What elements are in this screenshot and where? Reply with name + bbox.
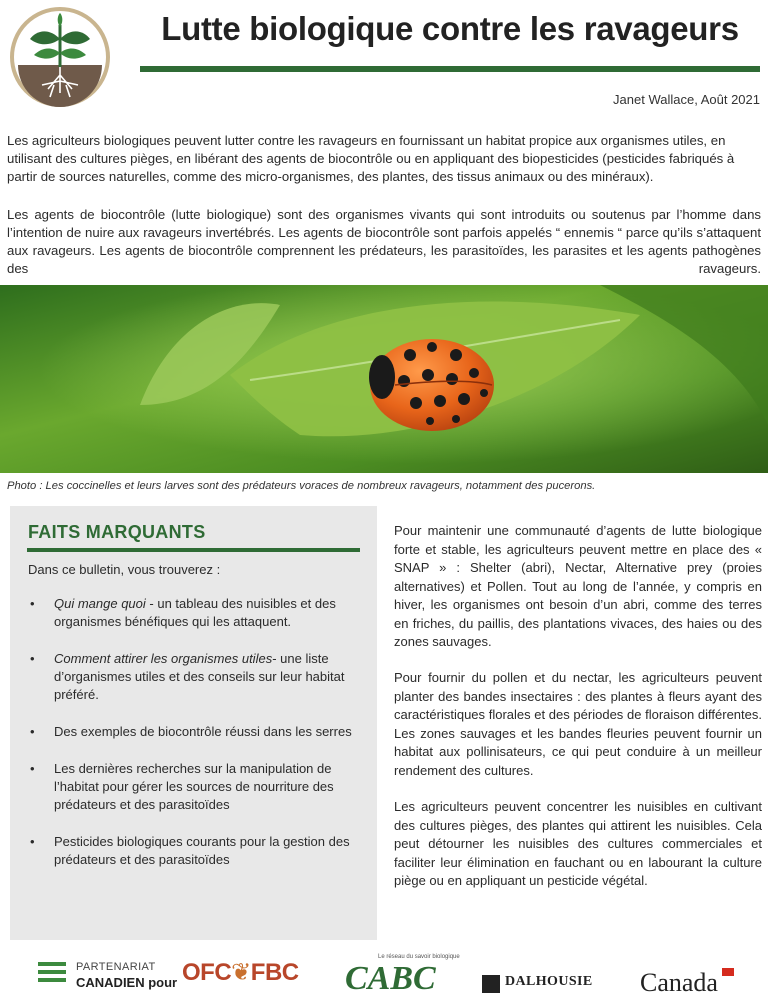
list-item xyxy=(28,833,363,869)
byline: Janet Wallace, Août 2021 xyxy=(613,92,760,107)
list-item xyxy=(28,650,363,704)
dalhousie-crest-icon xyxy=(482,975,500,993)
list-item-text: Des exemples de biocontrôle réussi dans les serres xyxy=(54,724,352,739)
canada-wordmark: Canada xyxy=(640,968,718,997)
list-item-emphasis: Qui mange quoi xyxy=(54,596,146,611)
cabc-logo: CABC xyxy=(345,960,436,997)
list-item-text: Pesticides biologiques courants pour la gestion des prédateurs et des parasitoïdes xyxy=(54,834,350,867)
dalhousie-logo: DALHOUSIE xyxy=(505,974,593,989)
page-title: Lutte biologique contre les ravageurs xyxy=(161,10,739,47)
sidebar-intro: Dans ce bulletin, vous trouverez : xyxy=(28,562,221,577)
column-paragraph-1: Pour maintenir une communauté d’agents de lutte biologique forte et stable, les agriculteurs peuvent mettre en place des « SNAP » : Shelter (abri), Nectar, Alternative prey (proies alternatives) et Pollen. Tout au long de l’année, y compris en hiver, les organismes ont besoin d’un abri, comme des terres en friches, du paillis, des plantations vivaces, des haies ou des zones sauvages. xyxy=(394,523,762,649)
bullet-icon: • xyxy=(30,651,35,666)
photo-caption: Photo : Les coccinelles et leurs larves sont des prédateurs voraces de nombreux ravageurs, notamment des pucerons. xyxy=(7,480,596,492)
list-item xyxy=(28,760,363,814)
list-item xyxy=(28,595,363,631)
partner-logo-line2: CANADIEN pour xyxy=(76,975,178,990)
partnership-mark-icon xyxy=(38,962,70,986)
cabc-tagline: Le réseau du savoir biologique xyxy=(378,954,460,960)
list-item-text: - une liste d’organismes utiles et des conseils sur leur habitat préféré. xyxy=(54,651,345,702)
list-item-emphasis: Comment attirer les organismes utiles xyxy=(54,651,273,666)
plant-roots-logo-icon xyxy=(8,5,112,109)
bullet-icon: • xyxy=(30,834,35,849)
highlights-list xyxy=(28,595,363,869)
sidebar-title: FAITS MARQUANTS xyxy=(28,522,206,542)
ofc-logo-text: OFC xyxy=(182,959,232,986)
canada-flag-icon xyxy=(722,968,734,976)
bullet-icon: • xyxy=(30,724,35,739)
list-item xyxy=(28,723,363,741)
column-paragraph-3: Les agriculteurs peuvent concentrer les nuisibles en cultivant des cultures pièges, des plantes qui attirent les nuisibles. Cela peut détourner les nuisibles des cultures commerciales et faciliter leur élimination en fauchant ou en labourant la culture piège ou en appliquant un pesticide végétal. xyxy=(394,799,762,888)
sidebar-rule xyxy=(27,548,360,552)
title-underline xyxy=(140,66,760,72)
partner-logos-footer xyxy=(0,950,768,997)
bullet-icon: • xyxy=(30,761,35,776)
maple-leaf-icon: ❦ xyxy=(231,959,251,986)
list-item-text: - un tableau des nuisibles et des organismes bénéfiques qui les attaquent. xyxy=(54,596,336,629)
ofc-fbc-logo xyxy=(182,958,299,987)
list-item-text: Les dernières recherches sur la manipulation de l’habitat pour gérer les sources de nourriture des prédateurs et des parasitoïdes xyxy=(54,761,334,812)
intro-paragraph-1: Les agriculteurs biologiques peuvent lutter contre les ravageurs en fournissant un habitat propice aux organismes utiles, en utilisant des cultures pièges, en libérant des agents de biocontrôle ou en appliquant des biopesticides (pesticides fabriqués à partir de sources naturelles, comme des micro-organismes, des plantes, des tissus animaux ou des minéraux). xyxy=(7,133,735,184)
bullet-icon: • xyxy=(30,596,35,611)
intro-paragraph-2: Les agents de biocontrôle (lutte biologique) sont des organismes vivants qui sont introduits ou soutenus par l’homme dans l’intention de nuire aux ravageurs invertébrés. Les agents de biocontrôle sont parfois appelés “ ennemis “ parce qu’ils s’attaquent aux ravageurs. Les agents de biocontrôle comprennent les prédateurs, les parasitoïdes, les parasites et les agents pathogènes des ravageurs. xyxy=(7,207,761,276)
partner-logo-line1: PARTENARIAT xyxy=(76,961,156,973)
highlights-sidebar xyxy=(10,506,377,940)
column-paragraph-2: Pour fournir du pollen et du nectar, les agriculteurs peuvent planter des bandes insectaires : des plantes à fleurs ayant des caractéristiques florales et des périodes de floraison différentes. Les zones sauvages et les bandes fleuries peuvent fournir un habitat aux pollinisateurs, ce qui peut conduire à un meilleur rendement des cultures. xyxy=(394,670,762,778)
fbc-logo-text: FBC xyxy=(250,959,299,986)
ladybug-photo xyxy=(0,285,768,473)
